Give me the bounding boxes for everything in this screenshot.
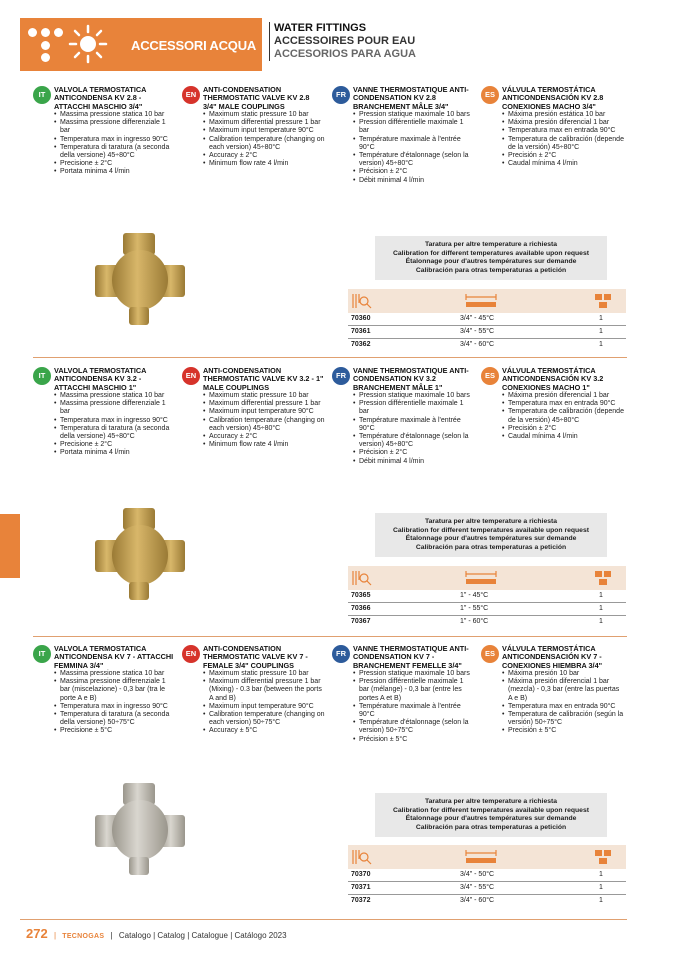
cell-qty: 1 <box>599 592 603 599</box>
cell-code: 70367 <box>351 618 371 625</box>
code-search-icon <box>352 849 372 865</box>
calibration-line: Étalonnage pour d'autres températures sur demande <box>405 815 577 822</box>
lang-badge-es: ES <box>481 367 499 385</box>
spec-item: • Precisión ± 2°C <box>502 425 624 433</box>
product-title: ANTI-CONDENSATION THERMOSTATIC VALVE KV 7 - FEMALE 3/4" COUPLINGS <box>203 644 308 670</box>
lang-badge-it: IT <box>33 367 51 385</box>
spec-item: • Precisione ± 5°C <box>54 727 176 735</box>
spec-list <box>203 111 325 168</box>
spec-item: • Temperatura di taratura (a seconda della versione) 45÷80°C <box>54 425 176 441</box>
calibration-line: Calibración para otras temperaturas a petición <box>415 266 567 274</box>
spec-item: • Caudal mínima 4 l/min <box>502 160 624 168</box>
section-divider <box>33 357 627 358</box>
table-row <box>348 896 626 906</box>
spec-item: • Température maximale à l'entrée 90°C <box>353 136 475 152</box>
calibration-line: Taratura per altre temperature a richiesta <box>424 518 558 525</box>
spec-item: • Massima pressione differenziale 1 bar (miscelazione) - 0,3 bar (tra le porte A e B) <box>54 678 176 703</box>
cell-code: 70366 <box>351 605 371 612</box>
lang-badge-es: ES <box>481 645 499 663</box>
cell-desc: 3/4" - 45°C <box>460 315 495 322</box>
spec-item: • Massima pressione statica 10 bar <box>54 392 176 400</box>
spec-item: • Temperatura de calibración (según la versión) 50÷75°C <box>502 711 624 727</box>
section-titles <box>269 22 416 61</box>
spec-item: • Massima pressione statica 10 bar <box>54 670 176 678</box>
row-divider <box>348 894 626 895</box>
spec-item: • Máxima presión 10 bar <box>502 670 624 678</box>
spec-item: • Maximum differential pressure 1 bar <box>203 400 325 408</box>
calibration-note <box>375 513 607 557</box>
calibration-line: Calibration for different temperatures available upon request <box>392 249 590 257</box>
calibration-note <box>375 793 607 837</box>
lang-badge-fr: FR <box>332 86 350 104</box>
spec-item: • Máxima presión diferencial 1 bar (mezcla) - 0,3 bar (entre las puertas A e B) <box>502 678 624 703</box>
table-header <box>348 566 626 590</box>
spec-item: • Temperatura de calibración (depende de la versión) 45÷80°C <box>502 408 624 424</box>
product-title: VÁLVULA TERMOSTÁTICA ANTICONDENSACIÓN KV 2.8 CONEXIONES MACHO 3/4" <box>502 85 604 111</box>
spec-item: • Précision ± 2°C <box>353 449 475 457</box>
spec-item: • Température maximale à l'entrée 90°C <box>353 703 475 719</box>
sun-icon <box>66 22 110 66</box>
spec-item: • Temperatura max in ingresso 90°C <box>54 417 176 425</box>
spec-item: • Calibration temperature (changing on each version) 45÷80°C <box>203 136 325 152</box>
product-title: VÁLVULA TERMOSTÁTICA ANTICONDENSACIÓN KV 7 - CONEXIONES HIEMBRA 3/4" <box>502 644 603 670</box>
size-ruler-icon <box>464 570 498 586</box>
cell-desc: 3/4" - 55°C <box>460 884 495 891</box>
side-tab <box>0 514 20 578</box>
cell-code: 70361 <box>351 328 371 335</box>
row-divider <box>348 325 626 326</box>
product-title: VALVOLA TERMOSTATICA ANTICONDENSA KV 2.8 - ATTACCHI MASCHIO 3/4" <box>54 85 147 111</box>
brand-name: TECNOGAS <box>62 933 105 940</box>
table-row <box>348 617 626 627</box>
spec-list <box>54 392 176 458</box>
product-title: VANNE THERMOSTATIQUE ANTI-CONDENSATION KV 7 - BRANCHEMENT FEMELLE 3/4" <box>353 644 469 670</box>
table-header <box>348 845 626 869</box>
cell-qty: 1 <box>599 328 603 335</box>
spec-item: • Temperatura max in ingresso 90°C <box>54 703 176 711</box>
cell-desc: 1" - 60°C <box>460 618 489 625</box>
spec-item: • Temperatura max en entrada 90°C <box>502 127 624 135</box>
cell-desc: 3/4" - 55°C <box>460 328 495 335</box>
cell-qty: 1 <box>599 315 603 322</box>
spec-item: • Pression différentielle maximale 1 bar <box>353 400 475 416</box>
spec-list <box>502 670 624 736</box>
spec-item: • Pression différentielle maximale 1 bar <box>353 119 475 135</box>
lang-badge-en: EN <box>182 367 200 385</box>
valve-product-image <box>85 500 195 610</box>
spec-item: • Máxima presión estática 10 bar <box>502 111 624 119</box>
calibration-line: Calibración para otras temperaturas a petición <box>415 823 567 831</box>
spec-list <box>203 392 325 449</box>
spec-item: • Température d'étalonnage (selon la version) 45÷80°C <box>353 152 475 168</box>
spec-list <box>203 670 325 736</box>
cell-desc: 3/4" - 60°C <box>460 341 495 348</box>
spec-item: • Accuracy ± 2°C <box>203 152 325 160</box>
spec-item: • Précision ± 2°C <box>353 168 475 176</box>
spec-item: • Precisión ± 2°C <box>502 152 624 160</box>
table-row <box>348 604 626 614</box>
spec-item: • Massima pressione differenziale 1 bar <box>54 119 176 135</box>
table-row <box>348 883 626 893</box>
package-qty-icon <box>594 849 612 865</box>
spec-item: • Calibration temperature (changing on each version) 50÷75°C <box>203 711 325 727</box>
spec-item: • Massima pressione differenziale 1 bar <box>54 400 176 416</box>
spec-item: • Pression statique maximale 10 bars <box>353 670 475 678</box>
cell-code: 70360 <box>351 315 371 322</box>
calibration-line: Étalonnage pour d'autres températures sur demande <box>405 258 577 265</box>
size-ruler-icon <box>464 293 498 309</box>
spec-item: • Massima pressione statica 10 bar <box>54 111 176 119</box>
lang-badge-it: IT <box>33 645 51 663</box>
row-divider <box>348 602 626 603</box>
page-number: 272 <box>26 926 48 941</box>
product-title: VÁLVULA TERMOSTÁTICA ANTICONDENSACIÓN KV 3.2 CONEXIONES MACHO 1" <box>502 366 604 392</box>
spec-list <box>353 670 475 744</box>
cell-code: 70371 <box>351 884 371 891</box>
spec-list <box>502 111 624 168</box>
spec-item: • Maximum input temperature 90°C <box>203 408 325 416</box>
spec-item: • Temperatura di taratura (a seconda della versione) 50÷75°C <box>54 711 176 727</box>
spec-item: • Débit minimal 4 l/min <box>353 177 475 185</box>
spec-item: • Temperatura de calibración (depende de la versión) 45÷80°C <box>502 136 624 152</box>
code-search-icon <box>352 570 372 586</box>
cell-desc: 3/4" - 50°C <box>460 871 495 878</box>
section-title-es: ACCESORIOS PARA AGUA <box>274 48 416 60</box>
spec-item: • Pression statique maximale 10 bars <box>353 392 475 400</box>
spec-item: • Temperatura max en entrada 90°C <box>502 703 624 711</box>
spec-item: • Maximum static pressure 10 bar <box>203 392 325 400</box>
dots-logo-icon <box>28 28 64 62</box>
calibration-note <box>375 236 607 280</box>
spec-item: • Temperatura di taratura (a seconda della versione) 45÷80°C <box>54 144 176 160</box>
spec-item: • Maximum static pressure 10 bar <box>203 111 325 119</box>
spec-item: • Minimum flow rate 4 l/min <box>203 441 325 449</box>
table-header <box>348 289 626 313</box>
section-divider <box>33 636 627 637</box>
spec-item: • Pression différentielle maximale 1 bar (mélange) - 0,3 bar (entre les portes A et B) <box>353 678 475 703</box>
spec-item: • Precisión ± 5°C <box>502 727 624 735</box>
lang-badge-it: IT <box>33 86 51 104</box>
package-qty-icon <box>594 570 612 586</box>
spec-item: • Température maximale à l'entrée 90°C <box>353 417 475 433</box>
spec-list <box>502 392 624 441</box>
cell-desc: 1" - 55°C <box>460 605 489 612</box>
spec-item: • Caudal mínima 4 l/min <box>502 433 624 441</box>
calibration-line: Taratura per altre temperature a richiesta <box>424 798 558 805</box>
spec-item: • Calibration temperature (changing on each version) 45÷80°C <box>203 417 325 433</box>
table-row <box>348 870 626 880</box>
spec-item: • Précision ± 5°C <box>353 736 475 744</box>
row-divider <box>348 615 626 616</box>
product-title: VALVOLA TERMOSTATICA ANTICONDENSA KV 3.2 - ATTACCHI MASCHIO 1" <box>54 366 147 392</box>
table-row <box>348 327 626 337</box>
lang-badge-en: EN <box>182 645 200 663</box>
lang-badge-en: EN <box>182 86 200 104</box>
footer: 272 | TECNOGAS | Catalogo | Catalog | Catalogue | Catálogo 2023 <box>26 926 287 941</box>
spec-item: • Temperatura max in ingresso 90°C <box>54 136 176 144</box>
footer-divider <box>20 919 627 920</box>
spec-item: • Maximum input temperature 90°C <box>203 703 325 711</box>
spec-item: • Precisione ± 2°C <box>54 441 176 449</box>
calibration-line: Calibration for different temperatures available upon request <box>392 806 590 814</box>
cell-code: 70372 <box>351 897 371 904</box>
package-qty-icon <box>594 293 612 309</box>
calibration-line: Calibration for different temperatures available upon request <box>392 526 590 534</box>
lang-badge-fr: FR <box>332 645 350 663</box>
spec-item: • Temperatura max en entrada 90°C <box>502 400 624 408</box>
cell-desc: 3/4" - 60°C <box>460 897 495 904</box>
spec-item: • Débit minimal 4 l/min <box>353 458 475 466</box>
spec-item: • Minimum flow rate 4 l/min <box>203 160 325 168</box>
spec-item: • Maximum differential pressure 1 bar (Mixing) - 0.3 bar (between the ports A and B) <box>203 678 325 703</box>
spec-item: • Accuracy ± 5°C <box>203 727 325 735</box>
cell-code: 70362 <box>351 341 371 348</box>
row-divider <box>348 881 626 882</box>
product-title: VALVOLA TERMOSTATICA ANTICONDENSA KV 7 - ATTACCHI FEMMINA 3/4" <box>54 644 174 670</box>
valve-product-image <box>85 775 195 885</box>
cell-qty: 1 <box>599 341 603 348</box>
row-divider <box>348 338 626 339</box>
calibration-line: Taratura per altre temperature a richiesta <box>424 241 558 248</box>
calibration-line: Étalonnage pour d'autres températures sur demande <box>405 535 577 542</box>
product-title: ANTI-CONDENSATION THERMOSTATIC VALVE KV 2.8 3/4" MALE COUPLINGS <box>203 85 310 111</box>
product-title: VANNE THERMOSTATIQUE ANTI-CONDENSATION KV 2.8 BRANCHEMENT MÂLE 3/4" <box>353 85 469 111</box>
spec-item: • Température d'étalonnage (selon la version) 45÷80°C <box>353 433 475 449</box>
lang-badge-fr: FR <box>332 367 350 385</box>
spec-item: • Portata minima 4 l/min <box>54 449 176 457</box>
spec-item: • Maximum static pressure 10 bar <box>203 670 325 678</box>
catalog-text: Catalogo | Catalog | Catalogue | Catálogo 2023 <box>118 931 287 940</box>
cell-code: 70370 <box>351 871 371 878</box>
spec-item: • Température d'étalonnage (selon la version) 50÷75°C <box>353 719 475 735</box>
cell-qty: 1 <box>599 871 603 878</box>
section-title-en: WATER FITTINGS <box>274 22 367 34</box>
cell-desc: 1" - 45°C <box>460 592 489 599</box>
cell-code: 70365 <box>351 592 371 599</box>
spec-list <box>353 392 475 466</box>
calibration-line: Calibración para otras temperaturas a petición <box>415 543 567 551</box>
size-ruler-icon <box>464 849 498 865</box>
product-title: ANTI-CONDENSATION THERMOSTATIC VALVE KV 3.2 - 1" MALE COUPLINGS <box>203 366 324 392</box>
product-title: VANNE THERMOSTATIQUE ANTI-CONDENSATION KV 3.2 BRANCHEMENT MÂLE 1" <box>353 366 469 392</box>
spec-item: • Máxima presión diferencial 1 bar <box>502 392 624 400</box>
table-row <box>348 591 626 601</box>
spec-item: • Máxima presión diferencial 1 bar <box>502 119 624 127</box>
spec-list <box>353 111 475 185</box>
table-row <box>348 314 626 324</box>
lang-badge-es: ES <box>481 86 499 104</box>
spec-item: • Maximum differential pressure 1 bar <box>203 119 325 127</box>
valve-product-image <box>85 225 195 335</box>
spec-item: • Precisione ± 2°C <box>54 160 176 168</box>
code-search-icon <box>352 293 372 309</box>
spec-item: • Portata minima 4 l/min <box>54 168 176 176</box>
table-row <box>348 340 626 350</box>
cell-qty: 1 <box>599 884 603 891</box>
section-title-fr: ACCESSOIRES POUR EAU <box>274 35 416 47</box>
section-title-it: ACCESSORI ACQUA <box>131 38 257 53</box>
spec-item: • Accuracy ± 2°C <box>203 433 325 441</box>
spec-item: • Maximum input temperature 90°C <box>203 127 325 135</box>
cell-qty: 1 <box>599 605 603 612</box>
spec-list <box>54 111 176 177</box>
spec-item: • Pression statique maximale 10 bars <box>353 111 475 119</box>
cell-qty: 1 <box>599 618 603 625</box>
cell-qty: 1 <box>599 897 603 904</box>
spec-list <box>54 670 176 736</box>
